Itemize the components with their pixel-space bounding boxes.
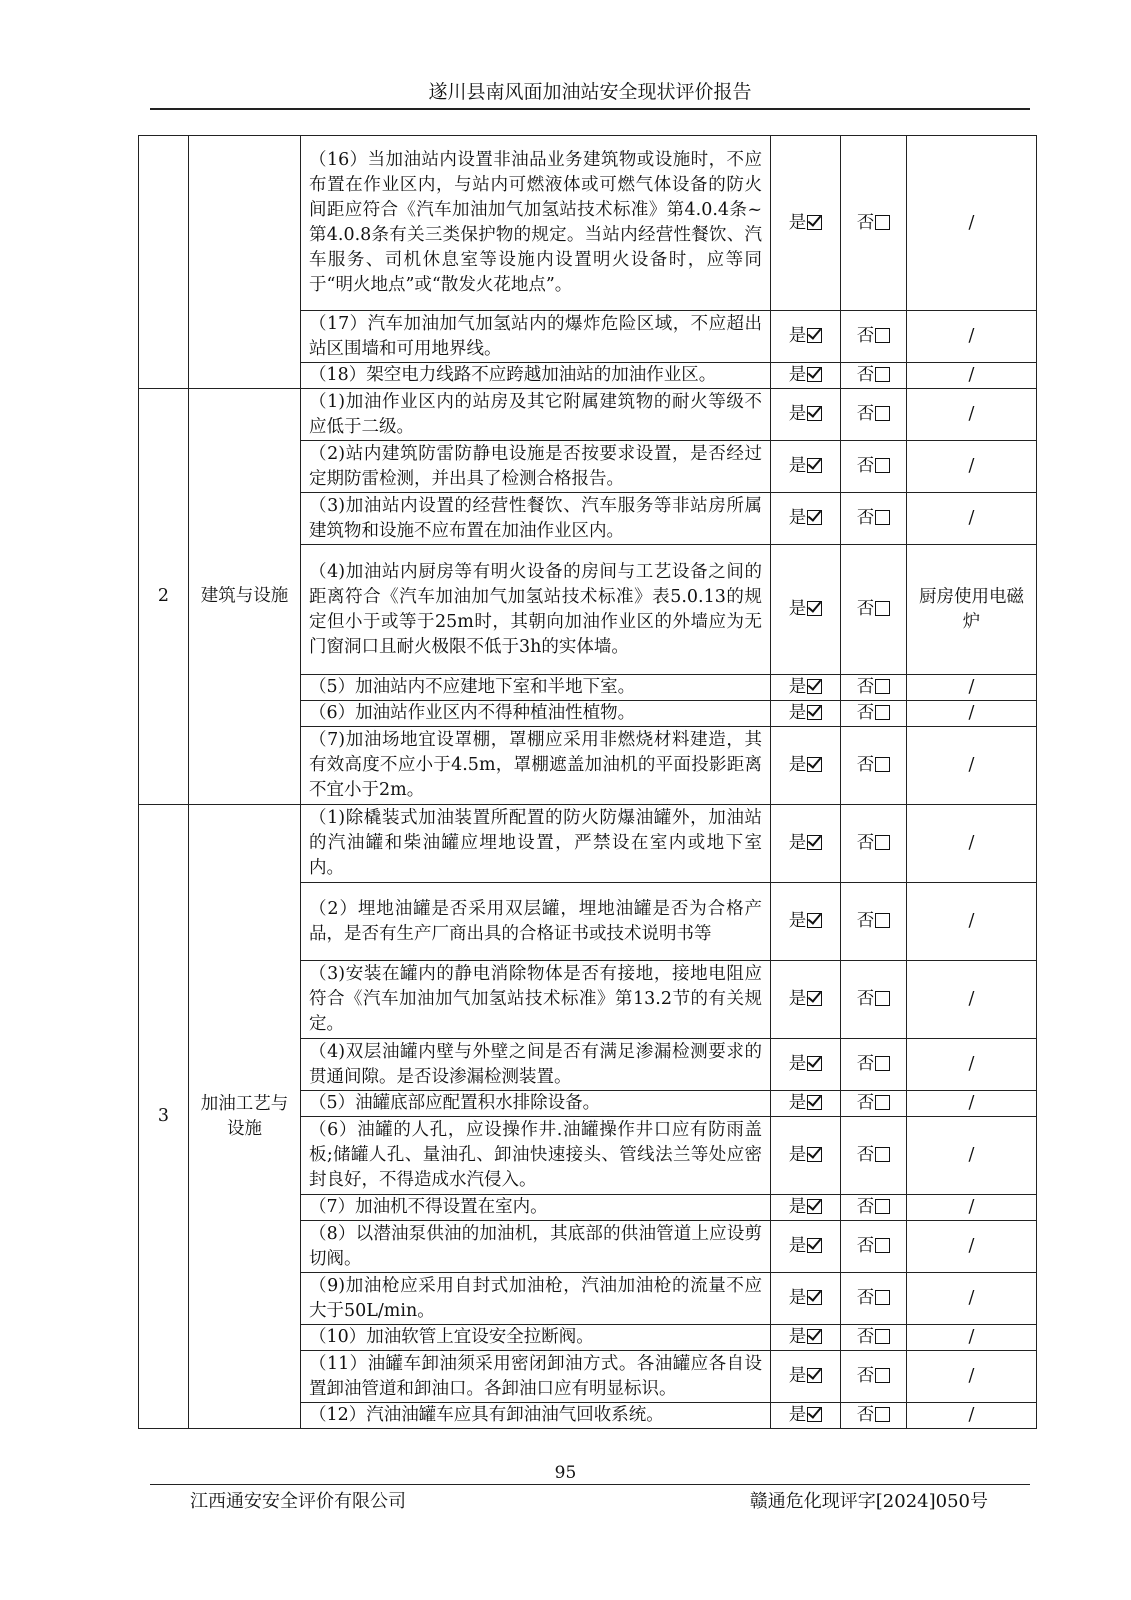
unchecked-box-icon	[875, 601, 890, 616]
no-label: 否	[856, 755, 875, 775]
no-option	[841, 311, 907, 363]
check-item-text: （1)除橇装式加油装置所配置的防火防爆油罐外，加油站的汽油罐和柴油罐应埋地设置，严禁设在室内或地下室内。	[301, 805, 771, 883]
remark-cell: 厨房使用电磁炉	[907, 545, 1037, 675]
check-item-text: （16）当加油站内设置非油品业务建筑物或设施时，不应布置在作业区内，与站内可燃液体或可燃气体设备的防火间距应符合《汽车加油加气加氢站技术标准》第4.0.4条~第4.0.8条有关三类保护物的规定。当站内经营性餐饮、汽车服务、司机休息室等设施内设置明火设备时，应等同于“明火地点”或“散发火花地点”。	[301, 136, 771, 311]
unchecked-box-icon	[875, 1238, 890, 1253]
no-label: 否	[856, 1054, 875, 1074]
remark-cell: /	[907, 727, 1037, 805]
remark-cell: /	[907, 441, 1037, 493]
yes-label: 是	[788, 833, 807, 853]
no-option	[841, 675, 907, 701]
footer-company: 江西通安安全评价有限公司	[190, 1491, 406, 1512]
yes-label: 是	[788, 1288, 807, 1308]
checklist-table	[138, 135, 1037, 1429]
check-item-text: （18）架空电力线路不应跨越加油站的加油作业区。	[301, 363, 771, 389]
no-option	[841, 1221, 907, 1273]
no-option	[841, 1325, 907, 1351]
page-header	[150, 78, 1030, 110]
no-label: 否	[856, 365, 875, 385]
yes-label: 是	[788, 456, 807, 476]
group-number: 2	[139, 389, 189, 805]
remark-cell: /	[907, 1403, 1037, 1429]
remark-cell: /	[907, 883, 1037, 961]
checked-box-icon	[807, 835, 822, 850]
yes-label: 是	[788, 703, 807, 723]
checked-box-icon	[807, 913, 822, 928]
no-label: 否	[856, 456, 875, 476]
checked-box-icon	[807, 1329, 822, 1344]
remark-cell: /	[907, 675, 1037, 701]
yes-option	[771, 441, 841, 493]
group-category: 加油工艺与设施	[189, 805, 301, 1429]
remark-cell: /	[907, 1117, 1037, 1195]
remark-cell: /	[907, 389, 1037, 441]
yes-label: 是	[788, 911, 807, 931]
yes-option	[771, 701, 841, 727]
unchecked-box-icon	[875, 458, 890, 473]
checked-box-icon	[807, 1056, 822, 1071]
yes-label: 是	[788, 1093, 807, 1113]
yes-label: 是	[788, 1327, 807, 1347]
no-option	[841, 805, 907, 883]
check-item-text: （11）油罐车卸油须采用密闭卸油方式。各油罐应各自设置卸油管道和卸油口。各卸油口应有明显标识。	[301, 1351, 771, 1403]
group-category: 建筑与设施	[189, 389, 301, 805]
remark-cell: /	[907, 493, 1037, 545]
unchecked-box-icon	[875, 328, 890, 343]
check-item-text: （9)加油枪应采用自封式加油枪，汽油加油枪的流量不应大于50L/min。	[301, 1273, 771, 1325]
no-option	[841, 1195, 907, 1221]
group-number	[139, 136, 189, 389]
yes-label: 是	[788, 989, 807, 1009]
yes-option	[771, 493, 841, 545]
yes-option	[771, 136, 841, 311]
checked-box-icon	[807, 1290, 822, 1305]
unchecked-box-icon	[875, 679, 890, 694]
yes-option	[771, 1403, 841, 1429]
group-number: 3	[139, 805, 189, 1429]
checked-box-icon	[807, 1147, 822, 1162]
yes-option	[771, 1351, 841, 1403]
no-option	[841, 545, 907, 675]
check-item-text: （7)加油场地宜设罩棚，罩棚应采用非燃烧材料建造，其有效高度不应小于4.5m，罩棚遮盖加油机的平面投影距离不宜小于2m。	[301, 727, 771, 805]
checked-box-icon	[807, 991, 822, 1006]
no-label: 否	[856, 508, 875, 528]
no-option	[841, 727, 907, 805]
no-label: 否	[856, 1288, 875, 1308]
yes-label: 是	[788, 404, 807, 424]
yes-option	[771, 727, 841, 805]
remark-cell: /	[907, 1273, 1037, 1325]
check-item-text: （6）油罐的人孔，应设操作井.油罐操作井口应有防雨盖板;储罐人孔、量油孔、卸油快速接头、管线法兰等处应密封良好，不得造成水汽侵入。	[301, 1117, 771, 1195]
yes-option	[771, 1117, 841, 1195]
no-label: 否	[856, 1197, 875, 1217]
no-option	[841, 701, 907, 727]
checked-box-icon	[807, 510, 822, 525]
no-option	[841, 1039, 907, 1091]
remark-cell: /	[907, 1195, 1037, 1221]
remark-cell: /	[907, 1039, 1037, 1091]
yes-option	[771, 389, 841, 441]
checked-box-icon	[807, 367, 822, 382]
check-item-text: （17）汽车加油加气加氢站内的爆炸危险区域，不应超出站区围墙和可用地界线。	[301, 311, 771, 363]
unchecked-box-icon	[875, 406, 890, 421]
check-item-text: （8）以潜油泵供油的加油机，其底部的供油管道上应设剪切阀。	[301, 1221, 771, 1273]
no-option	[841, 1403, 907, 1429]
no-option	[841, 441, 907, 493]
unchecked-box-icon	[875, 1056, 890, 1071]
unchecked-box-icon	[875, 215, 890, 230]
yes-label: 是	[788, 755, 807, 775]
no-label: 否	[856, 212, 875, 233]
no-label: 否	[856, 1145, 875, 1165]
unchecked-box-icon	[875, 1407, 890, 1422]
check-item-text: （4)加油站内厨房等有明火设备的房间与工艺设备之间的距离符合《汽车加油加气加氢站技术标准》表5.0.13的规定但小于或等于25m时，其朝向加油作业区的外墙应为无门窗洞口且耐火极限不低于3h的实体墙。	[301, 545, 771, 675]
check-item-text: （6）加油站作业区内不得种植油性植物。	[301, 701, 771, 727]
no-label: 否	[856, 1236, 875, 1256]
page-number: 95	[554, 1463, 577, 1483]
yes-label: 是	[788, 326, 807, 346]
no-label: 否	[856, 1093, 875, 1113]
remark-cell: /	[907, 136, 1037, 311]
no-option	[841, 961, 907, 1039]
yes-option	[771, 883, 841, 961]
no-option	[841, 883, 907, 961]
check-item-text: （1)加油作业区内的站房及其它附属建筑物的耐火等级不应低于二级。	[301, 389, 771, 441]
yes-option	[771, 961, 841, 1039]
check-item-text: （2)站内建筑防雷防静电设施是否按要求设置，是否经过定期防雷检测，并出具了检测合格报告。	[301, 441, 771, 493]
unchecked-box-icon	[875, 1147, 890, 1162]
no-label: 否	[856, 1327, 875, 1347]
unchecked-box-icon	[875, 1329, 890, 1344]
yes-label: 是	[788, 1197, 807, 1217]
checked-box-icon	[807, 705, 822, 720]
footer-doc-number: 赣通危化现评字[2024]050号	[749, 1491, 988, 1512]
unchecked-box-icon	[875, 1199, 890, 1214]
group-category	[189, 136, 301, 389]
checked-box-icon	[807, 1238, 822, 1253]
yes-label: 是	[788, 508, 807, 528]
checked-box-icon	[807, 406, 822, 421]
yes-option	[771, 363, 841, 389]
unchecked-box-icon	[875, 913, 890, 928]
remark-cell: /	[907, 1351, 1037, 1403]
no-option	[841, 1273, 907, 1325]
yes-option	[771, 805, 841, 883]
no-label: 否	[856, 404, 875, 424]
unchecked-box-icon	[875, 367, 890, 382]
checked-box-icon	[807, 679, 822, 694]
no-option	[841, 136, 907, 311]
table-row	[139, 389, 1037, 441]
checked-box-icon	[807, 757, 822, 772]
unchecked-box-icon	[875, 757, 890, 772]
yes-label: 是	[788, 1366, 807, 1386]
yes-option	[771, 1039, 841, 1091]
checked-box-icon	[807, 1199, 822, 1214]
no-option	[841, 1351, 907, 1403]
no-option	[841, 1117, 907, 1195]
yes-option	[771, 675, 841, 701]
checked-box-icon	[807, 601, 822, 616]
remark-cell: /	[907, 1091, 1037, 1117]
check-item-text: （5）油罐底部应配置积水排除设备。	[301, 1091, 771, 1117]
report-title: 遂川县南风面加油站安全现状评价报告	[428, 81, 752, 103]
yes-label: 是	[788, 1145, 807, 1165]
page-footer	[150, 1484, 1030, 1513]
checked-box-icon	[807, 1368, 822, 1383]
checked-box-icon	[807, 215, 822, 230]
no-label: 否	[856, 1405, 875, 1425]
no-label: 否	[856, 833, 875, 853]
remark-cell: /	[907, 1325, 1037, 1351]
remark-cell: /	[907, 1221, 1037, 1273]
unchecked-box-icon	[875, 835, 890, 850]
check-item-text: （10）加油软管上宜设安全拉断阀。	[301, 1325, 771, 1351]
yes-label: 是	[788, 677, 807, 697]
remark-cell: /	[907, 311, 1037, 363]
no-label: 否	[856, 326, 875, 346]
yes-label: 是	[788, 212, 807, 233]
yes-label: 是	[788, 1405, 807, 1425]
unchecked-box-icon	[875, 991, 890, 1006]
check-item-text: （7）加油机不得设置在室内。	[301, 1195, 771, 1221]
no-option	[841, 493, 907, 545]
yes-option	[771, 1273, 841, 1325]
unchecked-box-icon	[875, 1290, 890, 1305]
yes-option	[771, 1195, 841, 1221]
checked-box-icon	[807, 458, 822, 473]
remark-cell: /	[907, 363, 1037, 389]
checked-box-icon	[807, 1095, 822, 1110]
check-item-text: （4)双层油罐内壁与外壁之间是否有满足渗漏检测要求的贯通间隙。是否设渗漏检测装置。	[301, 1039, 771, 1091]
no-label: 否	[856, 599, 875, 619]
unchecked-box-icon	[875, 510, 890, 525]
no-option	[841, 389, 907, 441]
checked-box-icon	[807, 1407, 822, 1422]
check-item-text: （3)加油站内设置的经营性餐饮、汽车服务等非站房所属建筑物和设施不应布置在加油作业区内。	[301, 493, 771, 545]
checked-box-icon	[807, 328, 822, 343]
check-item-text: （5）加油站内不应建地下室和半地下室。	[301, 675, 771, 701]
yes-option	[771, 1325, 841, 1351]
no-label: 否	[856, 1366, 875, 1386]
yes-option	[771, 545, 841, 675]
unchecked-box-icon	[875, 1368, 890, 1383]
no-label: 否	[856, 989, 875, 1009]
unchecked-box-icon	[875, 705, 890, 720]
no-label: 否	[856, 911, 875, 931]
check-item-text: （3)安装在罐内的静电消除物体是否有接地，接地电阻应符合《汽车加油加气加氢站技术标准》第13.2节的有关规定。	[301, 961, 771, 1039]
yes-label: 是	[788, 599, 807, 619]
yes-label: 是	[788, 1054, 807, 1074]
no-option	[841, 363, 907, 389]
yes-option	[771, 311, 841, 363]
table-row	[139, 136, 1037, 311]
yes-label: 是	[788, 365, 807, 385]
remark-cell: /	[907, 701, 1037, 727]
yes-label: 是	[788, 1236, 807, 1256]
check-item-text: （12）汽油油罐车应具有卸油油气回收系统。	[301, 1403, 771, 1429]
check-item-text: （2）埋地油罐是否采用双层罐，埋地油罐是否为合格产品，是否有生产厂商出具的合格证书或技术说明书等	[301, 883, 771, 961]
remark-cell: /	[907, 961, 1037, 1039]
yes-option	[771, 1091, 841, 1117]
no-option	[841, 1091, 907, 1117]
no-label: 否	[856, 677, 875, 697]
unchecked-box-icon	[875, 1095, 890, 1110]
yes-option	[771, 1221, 841, 1273]
no-label: 否	[856, 703, 875, 723]
checklist-body	[139, 136, 1037, 1429]
table-row	[139, 805, 1037, 883]
remark-cell: /	[907, 805, 1037, 883]
